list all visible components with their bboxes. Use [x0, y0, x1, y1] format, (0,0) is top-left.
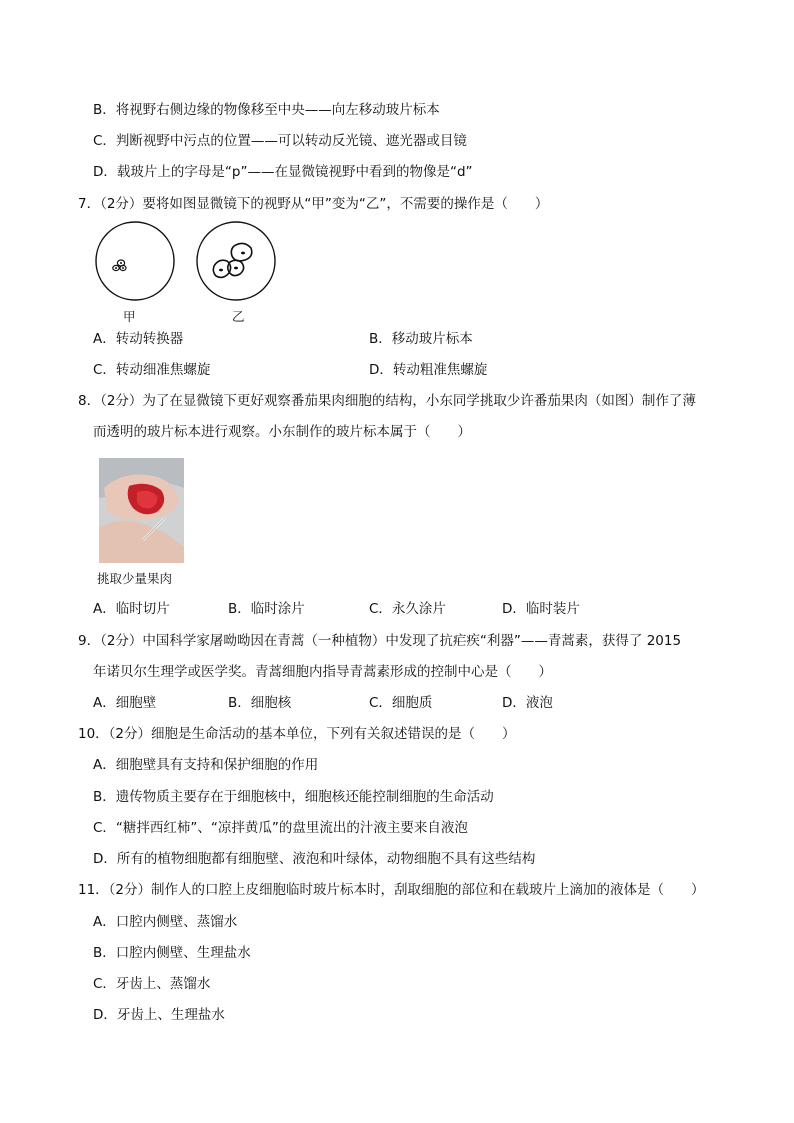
photo-caption: 挑取少量果肉: [97, 571, 173, 586]
q8-option-d: D．临时装片: [502, 601, 580, 617]
q6-option-c: C．判断视野中污点的位置——可以转动反光镜、遮光器或目镜: [93, 133, 467, 149]
q10-stem: 10．（2分）细胞是生命活动的基本单位，下列有关叙述错误的是（ ）: [78, 726, 516, 742]
field-yi-diagram: [197, 222, 275, 300]
field-jia-diagram: [96, 222, 174, 300]
q8-option-a: A．临时切片: [93, 601, 170, 617]
q10-option-c: C．“糖拌西红柿”、“凉拌黄瓜”的盘里流出的汁液主要来自液泡: [93, 820, 468, 836]
field-jia-label: 甲: [123, 309, 136, 324]
q9-option-c: C．细胞质: [369, 695, 433, 711]
q7-stem: 7．（2分）要将如图显微镜下的视野从“甲”变为“乙”，不需要的操作是（ ）: [78, 196, 549, 212]
q8-option-b: B．临时涂片: [228, 601, 305, 617]
q9-stem-line2: 年诺贝尔生理学或医学奖。青蒿细胞内指导青蒿素形成的控制中心是（ ）: [93, 664, 552, 680]
q11-option-c: C．牙齿上、蒸馏水: [93, 976, 211, 992]
q7-option-d: D．转动粗准焦螺旋: [369, 362, 488, 378]
q7-option-a: A．转动转换器: [93, 331, 184, 347]
field-yi-label: 乙: [232, 309, 245, 324]
tomato-pulp-photo: [99, 458, 184, 563]
q9-option-b: B．细胞核: [228, 695, 292, 711]
q8-option-c: C．永久涂片: [369, 601, 446, 617]
q10-option-a: A．细胞壁具有支持和保护细胞的作用: [93, 757, 319, 773]
q8-stem-line1: 8．（2分）为了在显微镜下更好观察番茄果肉细胞的结构，小东同学挑取少许番茄果肉（如图）制作了薄: [78, 393, 696, 409]
q7-option-c: C．转动细准焦螺旋: [93, 362, 211, 378]
q6-option-d: D．载玻片上的字母是“p”——在显微镜视野中看到的物像是“d”: [93, 164, 473, 180]
q11-option-b: B．口腔内侧壁、生理盐水: [93, 945, 251, 961]
q11-option-a: A．口腔内侧壁、蒸馏水: [93, 914, 238, 930]
q6-option-b: B．将视野右侧边缘的物像移至中央——向左移动玻片标本: [93, 102, 440, 118]
q10-option-d: D．所有的植物细胞都有细胞壁、液泡和叶绿体，动物细胞不具有这些结构: [93, 851, 536, 867]
q7-option-b: B．移动玻片标本: [369, 331, 473, 347]
microscope-fields-figure: [92, 218, 282, 308]
q11-option-d: D．牙齿上、生理盐水: [93, 1007, 225, 1023]
q11-stem: 11．（2分）制作人的口腔上皮细胞临时玻片标本时，刮取细胞的部位和在载玻片上滴加的液体是（ ）: [78, 882, 705, 898]
q8-stem-line2: 而透明的玻片标本进行观察。小东制作的玻片标本属于（ ）: [93, 424, 471, 440]
q9-option-a: A．细胞壁: [93, 695, 157, 711]
q10-option-b: B．遗传物质主要存在于细胞核中，细胞核还能控制细胞的生命活动: [93, 789, 494, 805]
q9-option-d: D．液泡: [502, 695, 553, 711]
q9-stem-line1: 9．（2分）中国科学家屠呦呦因在青蒿（一种植物）中发现了抗疟疾“利器”——青蒿素，获得了 2015: [78, 633, 682, 649]
